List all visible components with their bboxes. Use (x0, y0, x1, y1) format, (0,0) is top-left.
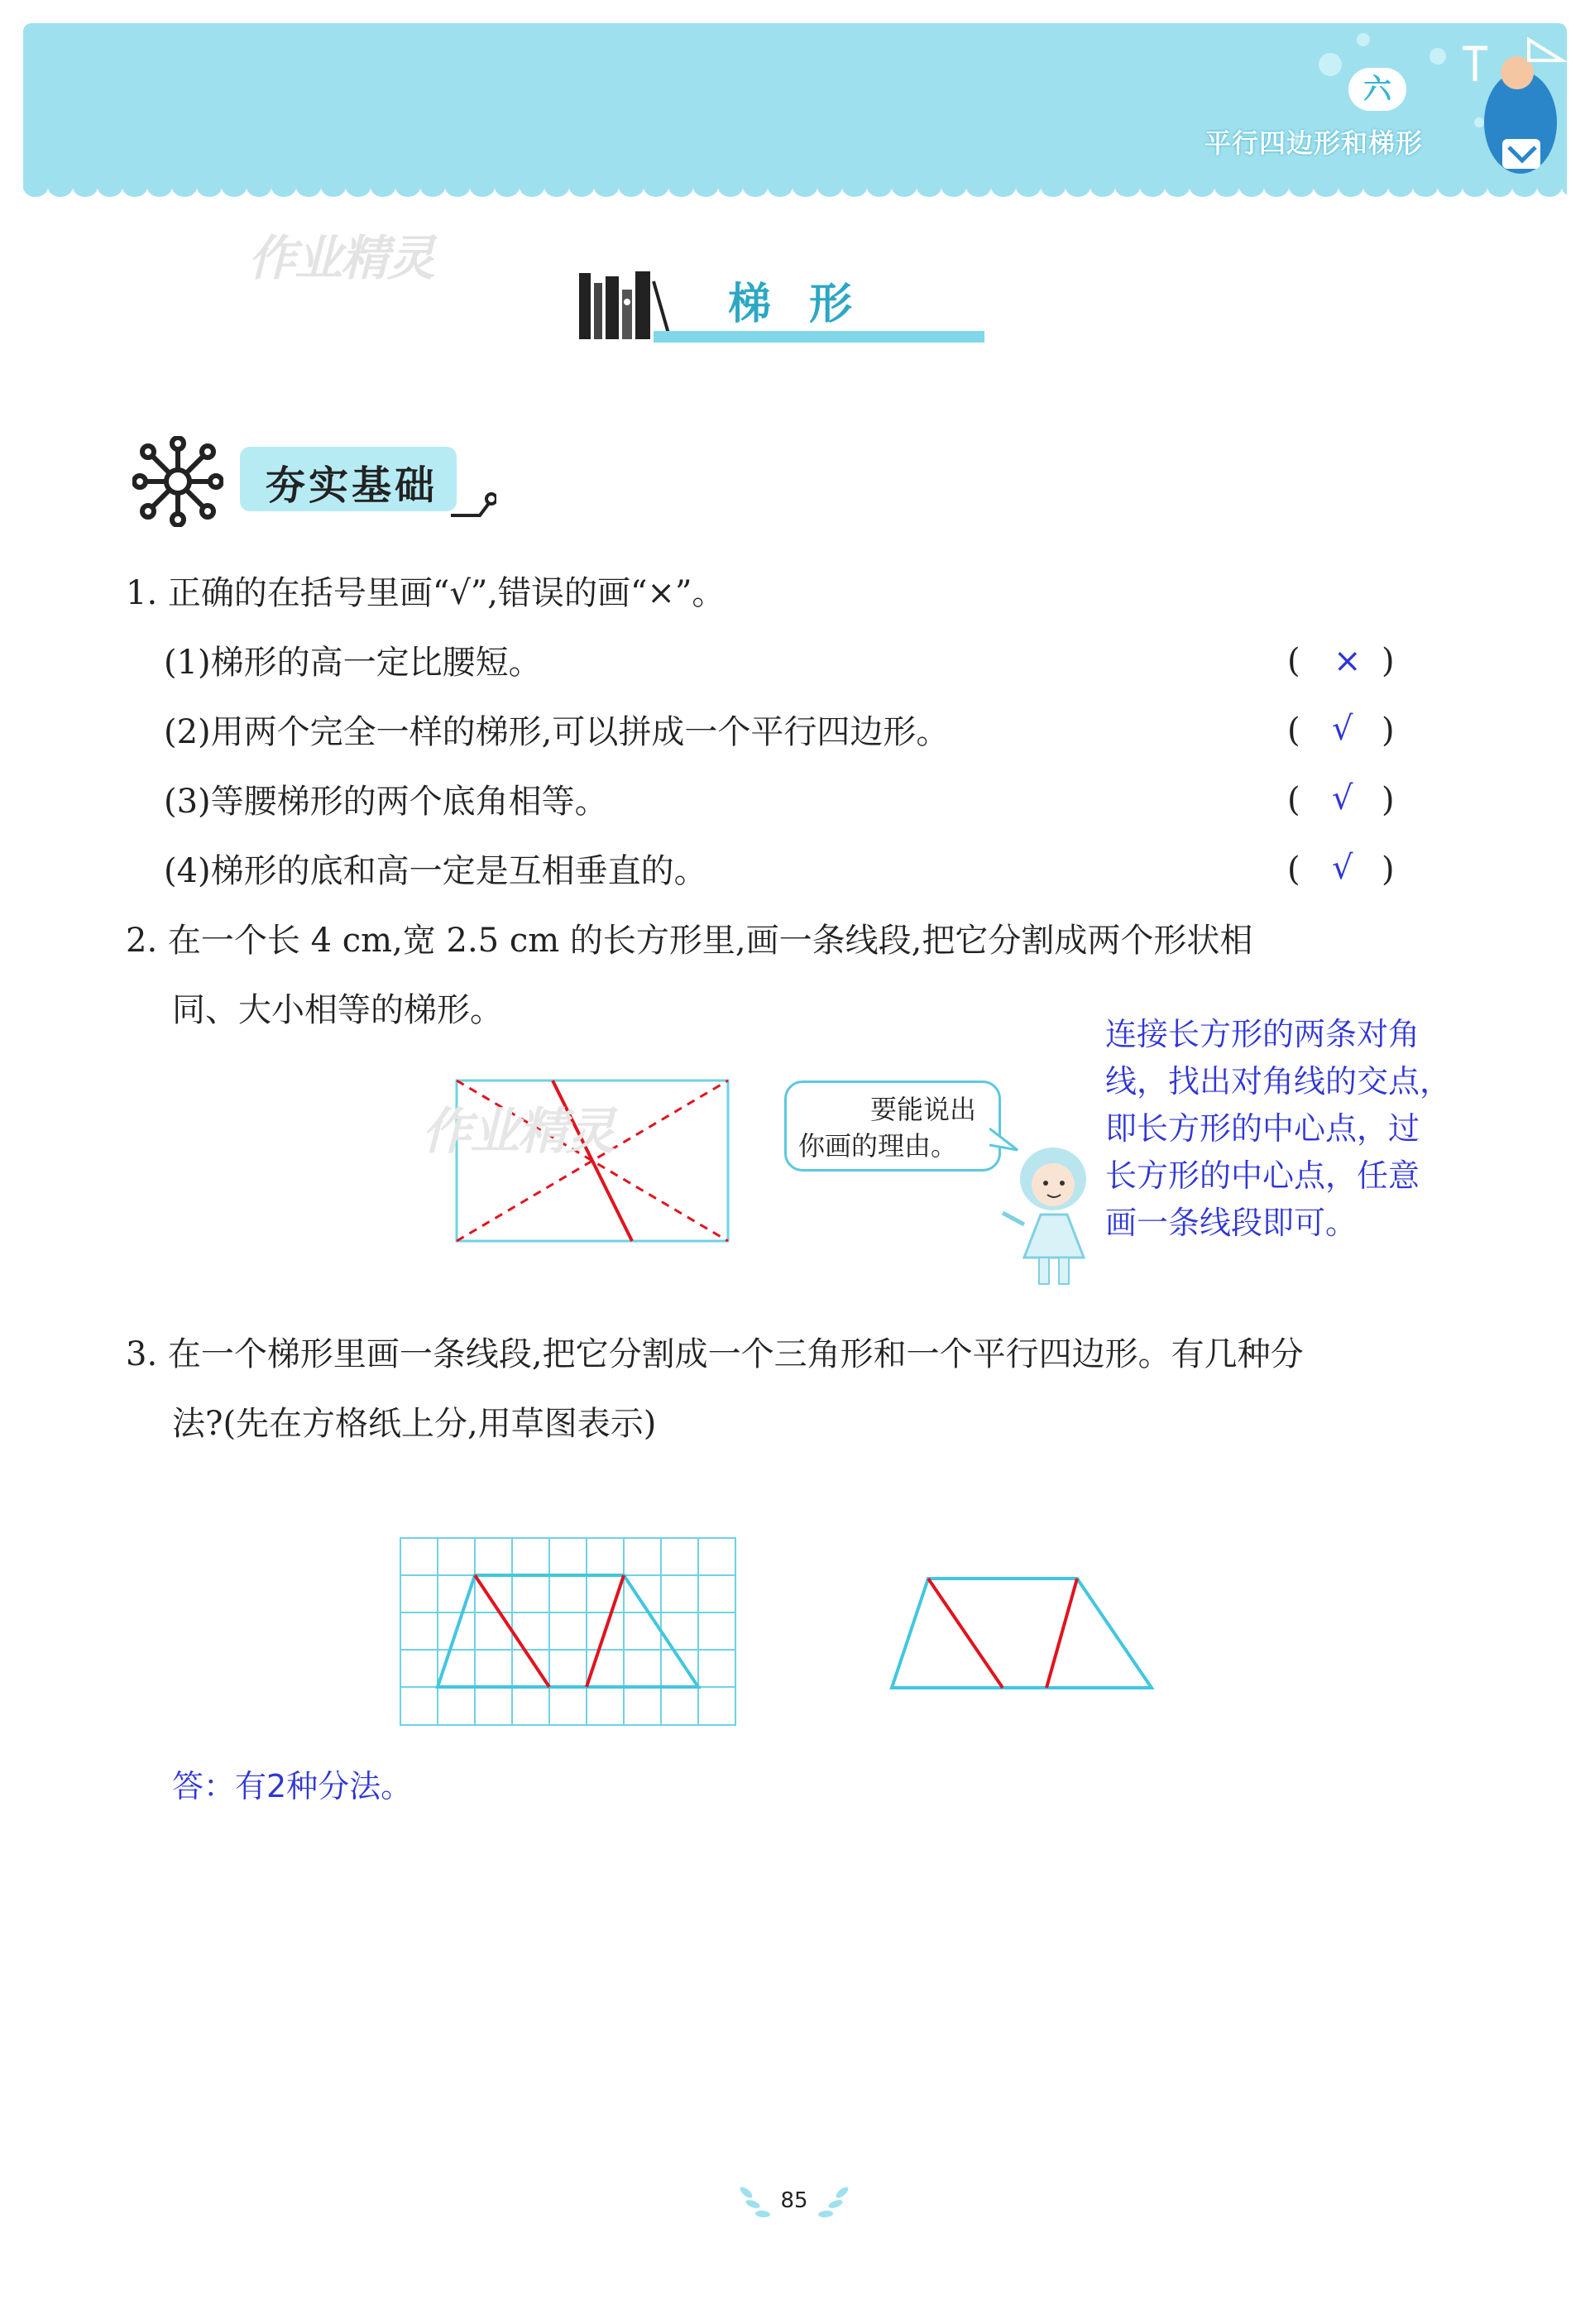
chapter-title: 平行四边形和梯形 (1204, 127, 1423, 159)
q2-stem-line-1: 2. 在一个长 4 cm,宽 2.5 cm 的长方形里,画一条线段,把它分割成两个形状相 (126, 922, 1253, 960)
q1-item-1-answer: × (1334, 642, 1362, 680)
cut-line (928, 1579, 1003, 1688)
q3-trapezoid-sketch (885, 1564, 1166, 1696)
q3-stem-line-1: 3. 在一个梯形里画一条线段,把它分割成一个三角形和一个平行四边形。有几种分 (126, 1335, 1304, 1373)
q1-item-3-paren-open: ( (1287, 781, 1300, 819)
q2-explanation-line: 画一条线段即可。 (1105, 1205, 1358, 1241)
section-connector-icon (447, 476, 496, 525)
q2-explanation (1105, 1011, 1451, 1247)
q2-explanation-line: 长方形的中心点，任意 (1105, 1157, 1420, 1194)
q3-answer: 答：有2种分法。 (172, 1768, 413, 1804)
q2-explanation-line: 连接长方形的两条对角 (1105, 1016, 1420, 1052)
girl-illustration-icon (991, 1133, 1115, 1291)
q1-item-3-paren-close: ) (1382, 781, 1395, 819)
speech-bubble-line-2: 你画的理由。 (798, 1130, 958, 1162)
watermark: 作业精灵 (248, 230, 434, 286)
q1-item-4: (4)梯形的底和高一定是互相垂直的。 (164, 852, 707, 890)
lesson-title: 梯形 (728, 280, 891, 329)
chapter-number-badge: 六 (1348, 68, 1406, 111)
banner-decoration (23, 23, 1567, 189)
q1-item-4-paren-open: ( (1287, 851, 1300, 889)
q1-item-4-answer: √ (1332, 849, 1353, 887)
speech-bubble-line-1: 要能说出 (869, 1094, 976, 1125)
trapezoid (892, 1579, 1152, 1688)
q1-item-2-paren-close: ) (1382, 712, 1395, 750)
q1-item-2-answer: √ (1332, 710, 1353, 748)
grid-lines (400, 1538, 735, 1725)
section-title: 夯实基础 (265, 462, 438, 509)
q2-stem-line-2: 同、大小相等的梯形。 (172, 991, 503, 1029)
q1-item-1-paren-close: ) (1382, 642, 1395, 680)
q1-stem: 1. 正确的在括号里画“√”,错误的画“×”。 (126, 574, 726, 612)
q1-item-2: (2)用两个完全一样的梯形,可以拼成一个平行四边形。 (164, 713, 950, 751)
q1-item-4-paren-close: ) (1382, 851, 1395, 889)
q3-grid-figure (397, 1535, 741, 1733)
trapezoid (438, 1575, 698, 1687)
q3-stem-line-2: 法?(先在方格纸上分,用草图表示) (172, 1405, 657, 1443)
lesson-title-underline (654, 331, 984, 343)
q1-item-1-paren-open: ( (1287, 642, 1300, 680)
network-icon (132, 436, 223, 527)
q2-explanation-line: 线，找出对角线的交点， (1105, 1063, 1452, 1100)
q1-item-1: (1)梯形的高一定比腰短。 (164, 644, 542, 682)
q2-explanation-line: 即长方形的中心点，过 (1105, 1110, 1420, 1147)
page-number: 85 (780, 2188, 808, 2213)
cut-line (587, 1575, 624, 1687)
cut-line (1046, 1579, 1077, 1688)
q1-item-3-answer: √ (1332, 779, 1353, 817)
q1-item-2-paren-open: ( (1287, 712, 1300, 750)
backpack-icon (1484, 56, 1557, 174)
q1-item-3: (3)等腰梯形的两个底角相等。 (164, 783, 608, 821)
banner-scalloped-edge (23, 180, 1567, 199)
header-banner (23, 23, 1567, 189)
watermark: 作业精灵 (422, 1103, 614, 1161)
